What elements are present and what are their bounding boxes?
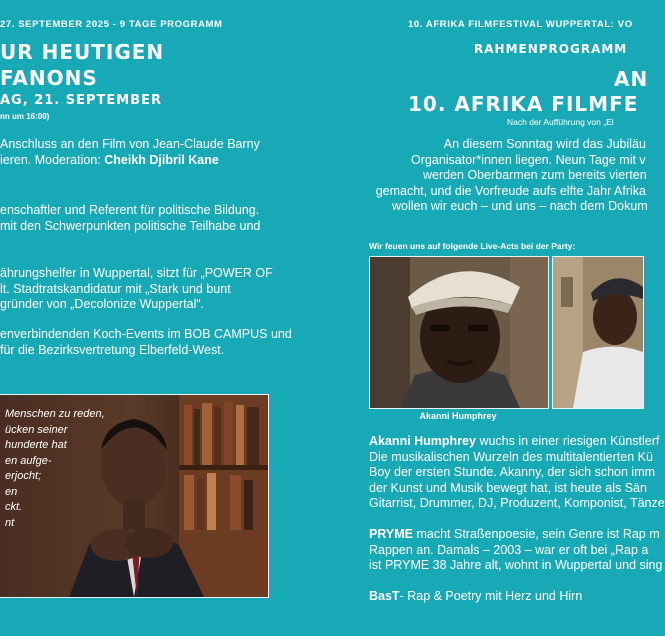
pryme-bio [369, 527, 662, 574]
left-bio-1 [0, 203, 260, 234]
right-intro [374, 137, 648, 215]
right-subtitle: RAHMENPROGRAMM [474, 42, 628, 56]
right-intro-line: Organisator*innen liegen. Neun Tage mit v [411, 152, 646, 167]
left-title-line1: UR HEUTIGEN [0, 40, 165, 64]
quote-line: erjocht; [5, 470, 42, 482]
second-performer-illustration [553, 257, 643, 408]
film-quote [5, 407, 105, 531]
akanni-bio-line: der Kunst und Musik bewegt hat, ist heute als Sän [369, 480, 647, 495]
left-intro-line: ieren. Moderation: Cheikh Djibril Kane [0, 152, 219, 167]
right-intro-line: gemacht, und die Vorfreude aufs elfte Jahr Afrika [375, 183, 646, 198]
left-time-note: nn um 16:00) [0, 112, 50, 121]
akanni-bio [369, 434, 665, 512]
right-title-line1: AN [614, 67, 649, 91]
left-date: AG, 21. SEPTEMBER [0, 93, 163, 108]
right-header: 10. AFRIKA FILMFESTIVAL WUPPERTAL: VO [408, 19, 633, 30]
party-heading: Wir feuen uns auf folgende Live-Acts bei der Party: [369, 241, 576, 251]
left-bio-line: gründer von „Decolonize Wuppertal“. [0, 297, 205, 311]
left-bio-3 [0, 327, 292, 358]
left-bio-line: enverbindenden Koch-Events im BOB CAMPUS und [0, 327, 292, 341]
left-bio-2 [0, 266, 273, 313]
akanni-portrait [370, 257, 548, 408]
quote-line: ücken seiner [5, 423, 68, 436]
akanni-bio-line: Akanni Humphrey wuchs in einer riesigen Künstlerf [369, 434, 660, 448]
second-performer-photo [552, 256, 644, 409]
right-intro-line: werden Oberbarmen zum bereits vierten [422, 168, 647, 182]
pryme-bio-line: Rappen an. Damals – 2003 – war er oft bei „Rap a [369, 542, 649, 557]
quote-line: en aufge- [5, 454, 52, 467]
pryme-name: PRYME [369, 527, 413, 541]
right-title-line2: 10. AFRIKA FILMFE [408, 92, 639, 116]
quote-line: hunderte hat [5, 439, 67, 451]
left-title-line2: FANONS [0, 66, 98, 90]
film-still-image [0, 394, 269, 598]
left-page [0, 0, 318, 636]
right-intro-line: An diesem Sonntag wird das Jubiläu [443, 137, 646, 151]
bast-bio: BasT- Rap & Poetry mit Herz und Hirn [369, 589, 583, 603]
left-bio-line: ährungshelfer in Wuppertal, sitzt für „POWER OF [0, 266, 273, 280]
left-bio-line: für die Bezirksvertretung Elberfeld-West. [0, 342, 225, 357]
akanni-bio-line: Gitarrist, Drummer, DJ, Produzent, Komponist, Tänze [369, 496, 665, 510]
left-intro [0, 137, 260, 168]
pryme-bio-line: ist PRYME 38 Jahre alt, wohnt in Wuppertal und sing [369, 558, 663, 572]
quote-line: Menschen zu reden, [5, 408, 105, 420]
akanni-bio-line: Die musikalischen Wurzeln des multitalentierten Kü [369, 449, 653, 464]
photo-caption: Akanni Humphrey [419, 411, 497, 421]
left-header: 27. SEPTEMBER 2025 - 9 TAGE PROGRAMM [0, 19, 223, 30]
akanni-photo [369, 256, 549, 409]
right-intro-line: wollen wir euch – und uns – nach dem Dokum [392, 199, 648, 213]
quote-line: en [5, 485, 18, 498]
left-bio-line: mit den Schwerpunkten politische Teilhabe und [0, 218, 261, 233]
bast-name: BasT [369, 589, 400, 603]
right-after-note: Nach der Aufführung von „El [507, 117, 614, 127]
akanni-bio-line: Boy der ersten Stunde. Akanny, der sich schon imm [369, 465, 656, 479]
right-page [318, 0, 665, 636]
quote-line: nt [5, 516, 15, 529]
quote-line: ckt. [5, 501, 23, 513]
left-bio-line: enschaftler und Referent für politische Bildung. [0, 203, 260, 217]
left-intro-line: Anschluss an den Film von Jean-Claude Barny [0, 137, 260, 151]
akanni-name: Akanni Humphrey [369, 434, 476, 448]
moderator-name: Cheikh Djibril Kane [104, 152, 219, 167]
pryme-bio-line: PRYME macht Straßenpoesie, sein Genre ist Rap m [369, 527, 660, 541]
left-bio-line: lt. Stadtratskandidatur mit „Stark und bunt [0, 281, 231, 296]
